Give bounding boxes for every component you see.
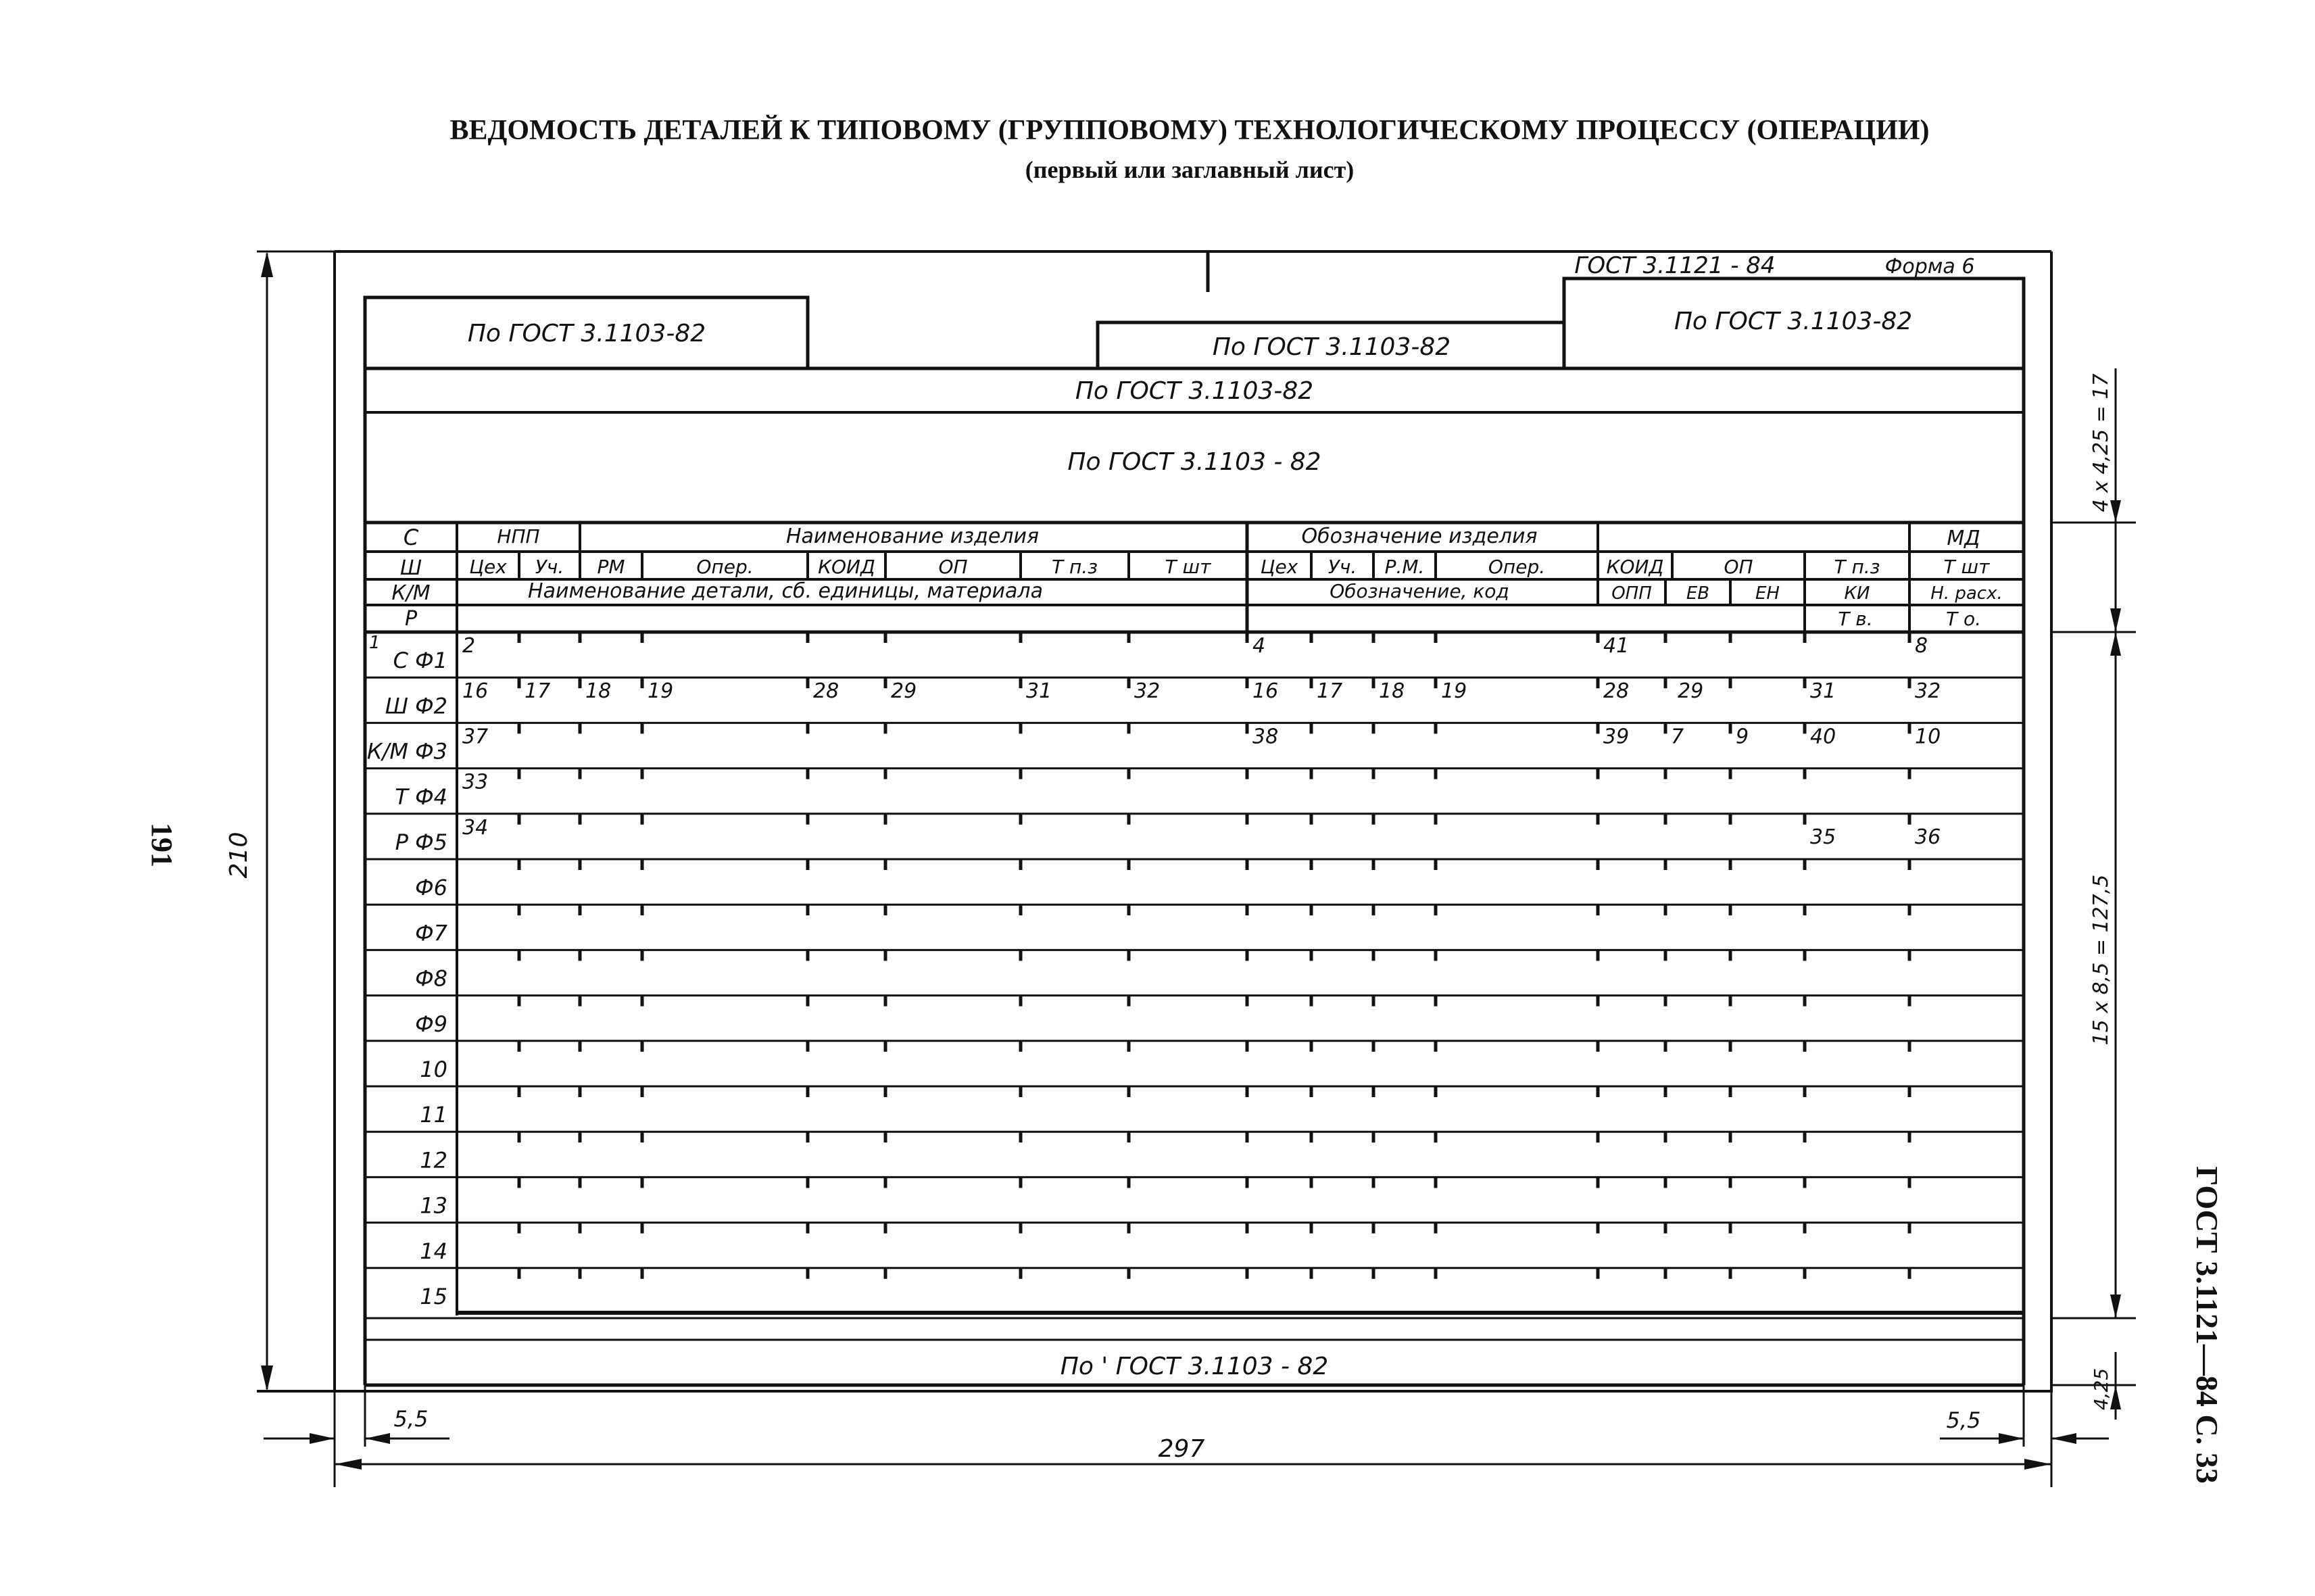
row-sh-cell: КОИД [818, 556, 875, 578]
dim-margin-left: 5,5 [393, 1406, 429, 1432]
ref-footer: По ' ГОСТ 3.1103 - 82 [1060, 1353, 1329, 1380]
row-field: 35 [1810, 825, 1836, 849]
dim-width-total: 297 [1158, 1435, 1205, 1463]
header-md: МД [1947, 527, 1980, 550]
row-c-code: С [403, 525, 419, 550]
row-label: Ш Ф2 [385, 693, 447, 719]
row-field: 38 [1252, 725, 1279, 749]
dimension-lines [257, 251, 2136, 1487]
document-title: ВЕДОМОСТЬ ДЕТАЛЕЙ К ТИПОВОМУ (ГРУППОВОМУ) ТЕХНОЛОГИЧЕСКОМУ ПРОЦЕССУ (ОПЕРАЦИИ) [449, 115, 1930, 146]
row-field: 4 [1252, 634, 1266, 658]
row-sh-code: Ш [399, 556, 422, 580]
row-r-cell: Т в. [1838, 608, 1873, 630]
dim-footer-height: 4,25 [2090, 1368, 2112, 1411]
row-field: 29 [891, 679, 917, 704]
row-km-cell: ЕН [1755, 583, 1780, 604]
row-sh-cell: КОИД [1606, 556, 1664, 578]
row-sh-cell: Уч. [535, 556, 564, 578]
row-label: Ф7 [415, 920, 447, 946]
document-subtitle: (первый или заглавный лист) [1025, 156, 1355, 183]
row-index: 1 [369, 633, 381, 653]
row-label: 15 [420, 1284, 447, 1309]
dim-rows-height: 15 x 8,5 = 127,5 [2089, 874, 2113, 1046]
ref-row-1: По ГОСТ 3.1103-82 [1075, 377, 1314, 405]
row-label: Ф8 [415, 965, 447, 992]
row-sh-cell: Цех [1260, 556, 1298, 578]
row-sh-cell: Опер. [1488, 556, 1546, 578]
dim-margin-right: 5,5 [1946, 1407, 1981, 1433]
row-label: С Ф1 [393, 648, 447, 674]
row-field: 37 [462, 725, 489, 749]
page-number: 191 [145, 823, 178, 867]
row-sh-cell: ОП [1724, 556, 1753, 578]
row-km-cell: КИ [1844, 583, 1870, 604]
row-field: 32 [1915, 679, 1941, 704]
row-sh-cells [469, 552, 1990, 579]
row-field: 31 [1810, 679, 1836, 704]
dim-header-height: 4 x 4,25 = 17 [2089, 373, 2113, 512]
row-field: 19 [1441, 679, 1467, 704]
row-field: 17 [525, 679, 551, 704]
row-field: 16 [1252, 679, 1279, 704]
row-field: 31 [1026, 679, 1052, 704]
row-field: 2 [462, 634, 476, 658]
ref-box-1: По ГОСТ 3.1103-82 [467, 320, 706, 347]
data-rows [365, 632, 2024, 1309]
row-sh-cell: Цех [469, 556, 507, 578]
row-label: Р Ф5 [395, 829, 447, 855]
ref-row-2: По ГОСТ 3.1103 - 82 [1067, 448, 1321, 476]
row-field: 19 [648, 679, 674, 704]
row-r-cells [1805, 605, 1981, 632]
row-field: 36 [1915, 825, 1941, 849]
row-label: 13 [420, 1192, 447, 1219]
ref-box-2: По ГОСТ 3.1103-82 [1212, 333, 1451, 361]
row-km-cell: ОПП [1611, 583, 1652, 604]
sheet-border [257, 251, 2051, 1393]
row-label: 10 [420, 1057, 447, 1082]
row-label: 11 [420, 1102, 447, 1128]
row-field: 33 [462, 770, 489, 794]
row-field: 40 [1810, 725, 1836, 749]
row-km-cell: ЕВ [1686, 583, 1710, 604]
row-km-cell: Н. расх. [1930, 583, 2003, 604]
row-field: 32 [1134, 679, 1161, 704]
row-label: 14 [420, 1238, 447, 1264]
row-field: 18 [1379, 679, 1405, 704]
row-field: 16 [462, 679, 489, 704]
row-sh-cell: Т шт [1943, 556, 1990, 578]
row-sh-cell: Уч. [1327, 556, 1357, 578]
row-field: 7 [1671, 725, 1684, 749]
row-label: Ф9 [415, 1011, 447, 1037]
row-field: 41 [1603, 634, 1630, 658]
row-sh-cell: Т п.з [1834, 556, 1880, 578]
header-item-designation: Обозначение изделия [1301, 525, 1538, 548]
row-r-cell: Т о. [1945, 608, 1982, 630]
standard-label: ГОСТ 3.1121 - 84 [1574, 252, 1776, 279]
running-header: ГОСТ 3.1121—84 С. 33 [2190, 1166, 2224, 1484]
row-sh-cell: Опер. [696, 556, 754, 578]
row-label: Ф6 [415, 875, 447, 901]
row-label: Т Ф4 [395, 783, 447, 810]
ref-box-3: По ГОСТ 3.1103-82 [1674, 308, 1913, 335]
header-npp: НПП [497, 525, 540, 548]
header-row-c-lines [580, 523, 1909, 632]
form-label: Форма 6 [1884, 255, 1975, 279]
header-item-name: Наименование изделия [785, 525, 1040, 548]
row-field: 8 [1915, 634, 1928, 658]
row-field: 39 [1603, 725, 1630, 749]
row-field: 34 [462, 815, 489, 840]
row-field: 9 [1736, 725, 1749, 749]
row-sh-cell: ОП [938, 556, 968, 578]
row-sh-cell: Т п.з [1051, 556, 1098, 578]
row-field: 28 [1603, 679, 1630, 704]
row-r-code: Р [404, 607, 418, 631]
row-field: 29 [1678, 679, 1704, 704]
row-label: К/М Ф3 [366, 738, 447, 765]
header-designation-code: Обозначение, код [1330, 580, 1509, 602]
row-sh-cell: РМ [597, 556, 625, 578]
row-sh-cell: Р.М. [1384, 556, 1425, 578]
row-field: 10 [1915, 725, 1941, 749]
row-km-code: К/М [391, 581, 431, 605]
row-label: 12 [420, 1147, 447, 1174]
dim-height-total: 210 [225, 831, 253, 879]
row-sh-cell: Т шт [1165, 556, 1211, 578]
row-field: 18 [585, 679, 612, 704]
row-field: 17 [1317, 679, 1343, 704]
row-field: 28 [813, 679, 839, 704]
form-frame [365, 368, 2024, 1385]
header-part-name: Наименование детали, сб. единицы, материала [528, 579, 1043, 603]
